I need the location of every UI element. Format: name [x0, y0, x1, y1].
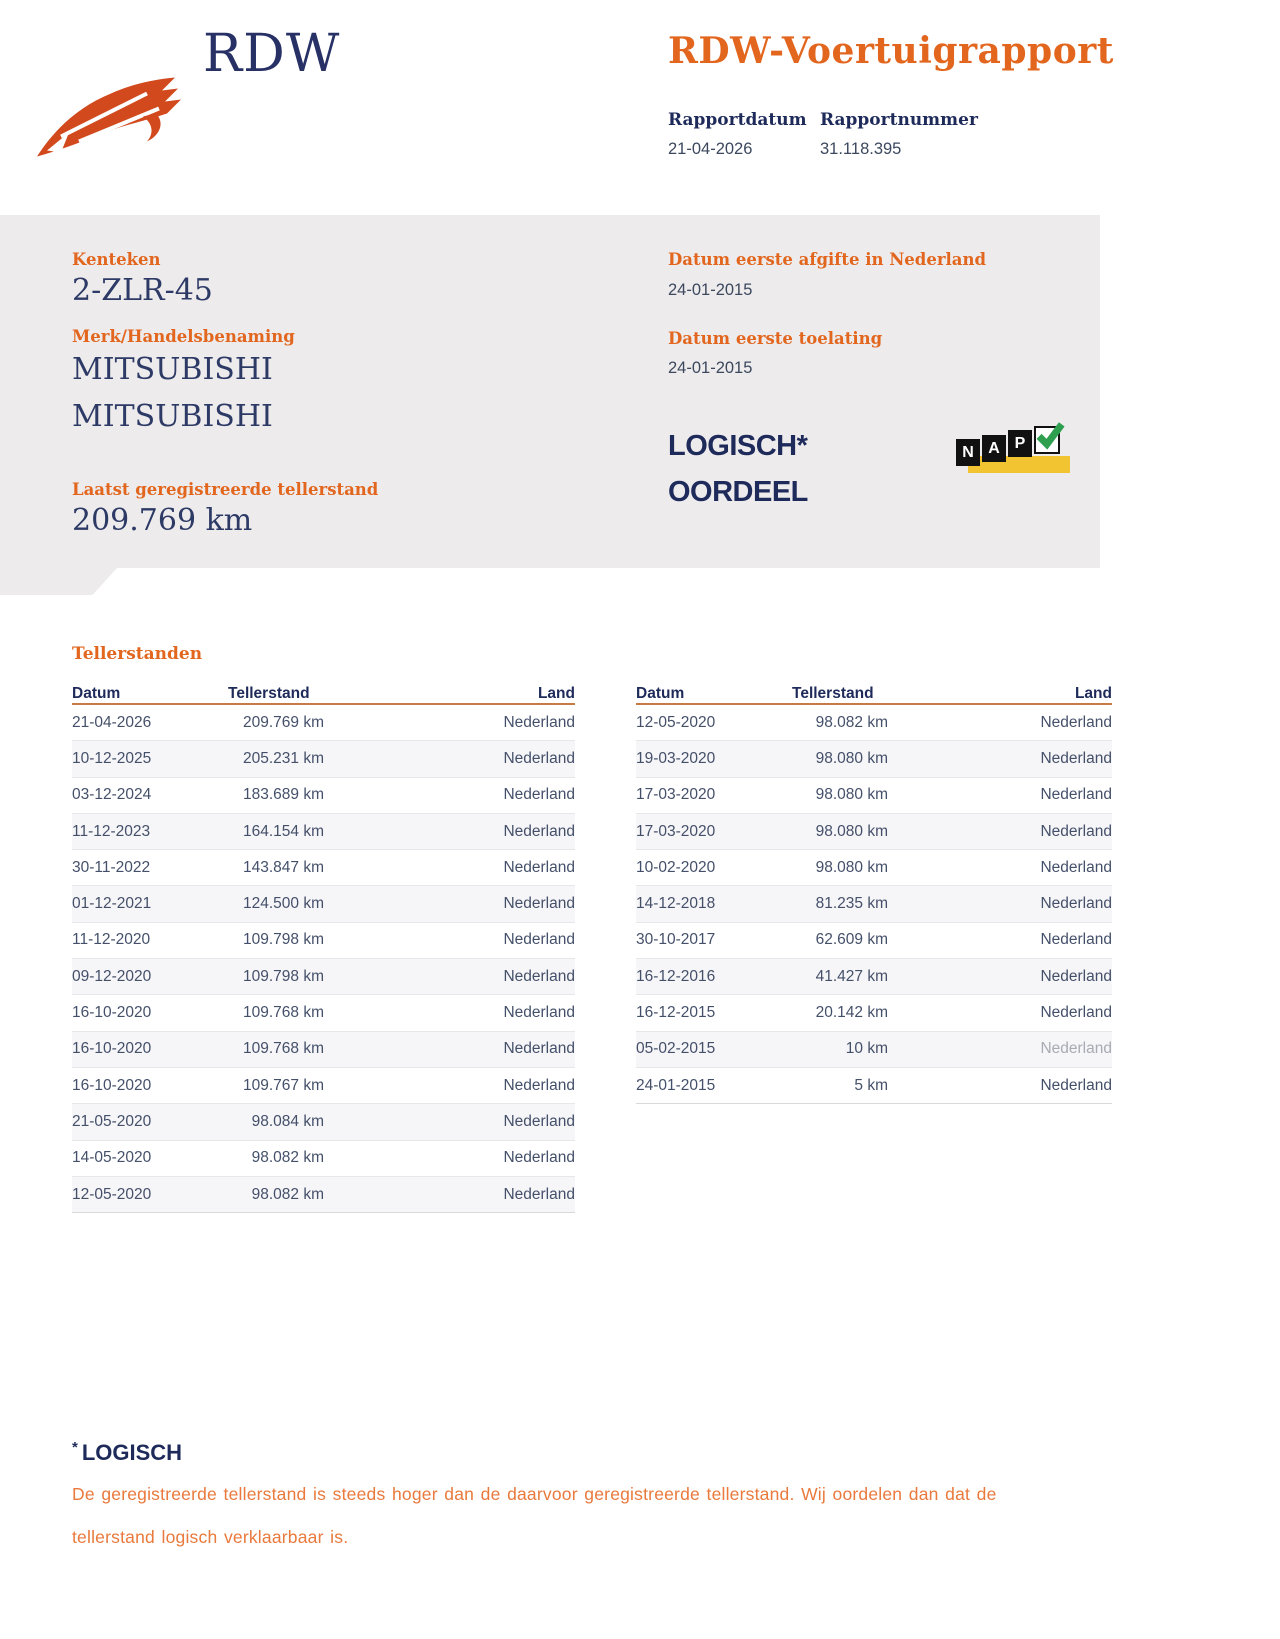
table-row	[636, 994, 1112, 1030]
datum-cell: 21-05-2020	[72, 1112, 152, 1130]
tellerstand-cell: 109.798 km	[243, 967, 324, 985]
datum-cell: 16-12-2015	[636, 1004, 716, 1022]
table-row	[72, 777, 575, 813]
table-row	[636, 1031, 1112, 1067]
table-row	[636, 777, 1112, 813]
afgifte-value: 24-01-2015	[668, 281, 753, 299]
datum-cell: 11-12-2023	[72, 822, 151, 840]
land-cell: Nederland	[503, 1040, 575, 1058]
header-land: Land	[1074, 685, 1112, 702]
land-cell: Nederland	[503, 967, 575, 985]
merk-value: MITSUBISHI	[72, 352, 273, 387]
tellerstand-cell: 143.847 km	[243, 858, 324, 876]
table-row	[636, 813, 1112, 849]
rdw-logo-icon	[27, 66, 187, 166]
land-cell: Nederland	[503, 1112, 575, 1130]
tellerstand-cell: 98.080 km	[815, 822, 888, 840]
land-cell: Nederland	[503, 895, 575, 913]
nap-logo	[956, 426, 1076, 476]
tellerstand-cell: 41.427 km	[815, 967, 888, 985]
table-header-row	[636, 676, 1112, 705]
tellerstand-cell: 98.082 km	[251, 1149, 324, 1167]
datum-cell: 24-01-2015	[636, 1076, 716, 1094]
tellerstanden-section-title: Tellerstanden	[72, 644, 203, 664]
land-cell: Nederland	[1040, 931, 1112, 949]
toelating-value: 24-01-2015	[668, 359, 753, 377]
land-cell: Nederland	[1040, 749, 1112, 767]
land-cell: Nederland	[1040, 822, 1112, 840]
land-cell: Nederland	[503, 822, 575, 840]
land-cell: Nederland	[503, 786, 575, 804]
tellerstand-cell: 20.142 km	[815, 1004, 888, 1022]
table-row	[72, 1103, 575, 1139]
datum-cell: 16-12-2016	[636, 967, 716, 985]
table-row	[636, 1067, 1112, 1103]
table-row	[636, 922, 1112, 958]
table-row	[72, 1140, 575, 1176]
table-row	[636, 885, 1112, 921]
land-cell: Nederland	[1040, 786, 1112, 804]
tellerstand-cell: 124.500 km	[243, 895, 324, 913]
tellerstand-cell: 209.769 km	[243, 713, 324, 731]
oordeel-line2: OORDEEL	[668, 476, 808, 508]
tellerstand-cell: 10 km	[845, 1040, 888, 1058]
table-row	[72, 922, 575, 958]
datum-cell: 21-04-2026	[72, 713, 152, 731]
table-row	[636, 740, 1112, 776]
datum-cell: 12-05-2020	[636, 713, 716, 731]
toelating-label: Datum eerste toelating	[668, 329, 883, 348]
datum-cell: 17-03-2020	[636, 786, 716, 804]
table-row	[72, 1031, 575, 1067]
header-datum: Datum	[636, 685, 685, 702]
odometer-table-left	[72, 676, 575, 1213]
table-row	[636, 705, 1112, 740]
handelsbenaming-value: MITSUBISHI	[72, 399, 273, 434]
header-datum: Datum	[72, 685, 121, 702]
datum-cell: 19-03-2020	[636, 749, 716, 767]
tellerstand-cell: 205.231 km	[243, 749, 324, 767]
table-row	[636, 958, 1112, 994]
header-land: Land	[537, 685, 575, 702]
datum-cell: 14-05-2020	[72, 1149, 152, 1167]
tellerstand-cell: 81.235 km	[815, 895, 888, 913]
kenteken-label: Kenteken	[72, 250, 161, 269]
footnote-text: De geregistreerde tellerstand is steeds hoger dan de daarvoor geregistreerde tellerstand. Wij oordelen dan dat de tellerstand logisch verklaarbaar is.	[72, 1484, 997, 1547]
table-row	[72, 849, 575, 885]
table-body-right	[636, 705, 1112, 1104]
nap-letter-a: A	[982, 435, 1006, 462]
tellerstand-cell: 109.768 km	[243, 1004, 324, 1022]
land-cell: Nederland	[503, 1185, 575, 1203]
table-row	[72, 885, 575, 921]
oordeel-line1: LOGISCH*	[668, 430, 808, 462]
tellerstand-cell: 98.082 km	[251, 1185, 324, 1203]
land-cell: Nederland	[1040, 1004, 1112, 1022]
land-cell: Nederland	[503, 1076, 575, 1094]
land-cell: Nederland	[1040, 713, 1112, 731]
header-tellerstand: Tellerstand	[792, 685, 874, 702]
datum-cell: 30-10-2017	[636, 931, 716, 949]
nap-check-icon	[1032, 418, 1066, 452]
land-cell: Nederland	[503, 749, 575, 767]
datum-cell: 10-02-2020	[636, 858, 716, 876]
tellerstand-cell: 98.084 km	[251, 1112, 324, 1130]
tellerstand-cell: 109.768 km	[243, 1040, 324, 1058]
tellerstand-cell: 5 km	[854, 1076, 888, 1094]
land-cell: Nederland	[503, 1004, 575, 1022]
land-cell: Nederland	[503, 1149, 575, 1167]
datum-cell: 30-11-2022	[72, 858, 151, 876]
datum-cell: 03-12-2024	[72, 786, 152, 804]
afgifte-label: Datum eerste afgifte in Nederland	[668, 250, 987, 269]
datum-cell: 17-03-2020	[636, 822, 716, 840]
datum-cell: 14-12-2018	[636, 895, 716, 913]
tellerstand-cell: 109.798 km	[243, 931, 324, 949]
datum-cell: 05-02-2015	[636, 1040, 716, 1058]
table-header-row	[72, 676, 575, 705]
table-row	[72, 1176, 575, 1212]
merk-label: Merk/Handelsbenaming	[72, 327, 295, 346]
tellerstand-cell: 98.082 km	[815, 713, 888, 731]
land-cell: Nederland	[1040, 1076, 1112, 1094]
footnote-title-text: LOGISCH	[81, 1440, 183, 1465]
table-row	[72, 813, 575, 849]
kenteken-value: 2-ZLR-45	[72, 273, 213, 308]
datum-cell: 16-10-2020	[72, 1076, 152, 1094]
summary-panel-tab	[0, 568, 117, 595]
tellerstand-cell: 62.609 km	[815, 931, 888, 949]
land-cell: Nederland	[503, 858, 575, 876]
report-number-label: Rapportnummer	[820, 110, 978, 130]
datum-cell: 09-12-2020	[72, 967, 152, 985]
land-cell: Nederland	[1040, 967, 1112, 985]
tellerstand-cell: 109.767 km	[243, 1076, 324, 1094]
page-title: RDW-Voertuigrapport	[668, 30, 1114, 72]
datum-cell: 10-12-2025	[72, 749, 152, 767]
nap-letter-n: N	[956, 439, 980, 466]
tellerstand-cell: 98.080 km	[815, 786, 888, 804]
table-body-left	[72, 705, 575, 1213]
datum-cell: 16-10-2020	[72, 1040, 152, 1058]
table-row	[72, 740, 575, 776]
report-number-value: 31.118.395	[820, 140, 902, 158]
report-date-value: 21-04-2026	[668, 140, 753, 158]
oordeel-text	[668, 423, 808, 515]
rdw-wordmark: RDW	[203, 24, 341, 84]
land-cell: Nederland	[1040, 858, 1112, 876]
odometer-table-right	[636, 676, 1112, 1104]
datum-cell: 12-05-2020	[72, 1185, 152, 1203]
datum-cell: 01-12-2021	[72, 895, 152, 913]
table-row	[72, 958, 575, 994]
footnote-title	[72, 1440, 182, 1466]
datum-cell: 16-10-2020	[72, 1004, 152, 1022]
land-cell: Nederland	[503, 713, 575, 731]
footnote-asterisk: *	[72, 1439, 78, 1456]
tellerstand-value: 209.769 km	[72, 503, 253, 538]
tellerstand-cell: 164.154 km	[243, 822, 324, 840]
land-cell: Nederland	[1040, 1040, 1112, 1058]
tellerstand-cell: 98.080 km	[815, 858, 888, 876]
tellerstand-cell: 183.689 km	[243, 786, 324, 804]
table-row	[72, 705, 575, 740]
header-tellerstand: Tellerstand	[228, 685, 310, 702]
table-row	[72, 1067, 575, 1103]
nap-letter-p: P	[1008, 430, 1032, 457]
tellerstand-label: Laatst geregistreerde tellerstand	[72, 480, 379, 499]
land-cell: Nederland	[503, 931, 575, 949]
land-cell: Nederland	[1040, 895, 1112, 913]
report-date-label: Rapportdatum	[668, 110, 807, 130]
table-row	[72, 994, 575, 1030]
tellerstand-cell: 98.080 km	[815, 749, 888, 767]
datum-cell: 11-12-2020	[72, 931, 151, 949]
table-row	[636, 849, 1112, 885]
